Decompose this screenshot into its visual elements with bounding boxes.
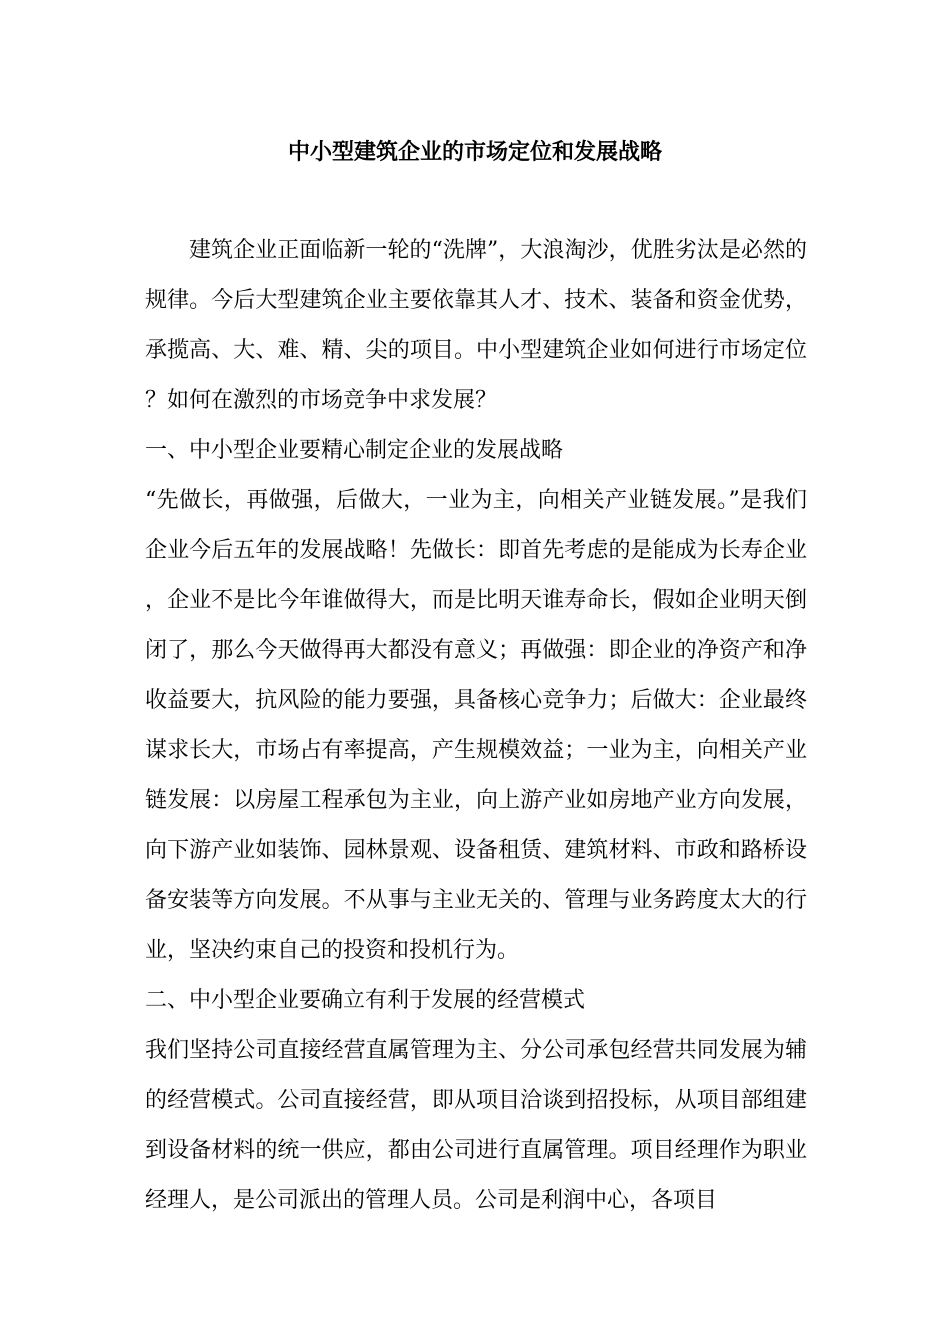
- document-body: [145, 226, 807, 1226]
- section-2-paragraph: 我们坚持公司直接经营直属管理为主、分公司承包经营共同发展为辅的经营模式。公司直接经营，即从项目洽谈到招投标，从项目部组建到设备材料的统一供应，都由公司进行直属管理。项目经理作为职业经理人，是公司派出的管理人员。公司是利润中心，各项目: [145, 1038, 807, 1213]
- section-1-paragraph: “先做长，再做强，后做大，一业为主，向相关产业链发展。”是我们企业今后五年的发展战略！先做长：即首先考虑的是能成为长寿企业，企业不是比今年谁做得大，而是比明天谁寿命长，假如企业明天倒闭了，那么今天做得再大都没有意义；再做强：即企业的净资产和净收益要大，抗风险的能力要强，具备核心竞争力；后做大：企业最终谋求长大，市场占有率提高，产生规模效益；一业为主，向相关产业链发展：以房屋工程承包为主业，向上游产业如房地产业方向发展，向下游产业如装饰、园林景观、设备租赁、建筑材料、市政和路桥设备安装等方向发展。不从事与主业无关的、管理与业务跨度太大的行业，坚决约束自己的投资和投机行为。: [145, 488, 807, 963]
- document-title: 中小型建筑企业的市场定位和发展战略: [287, 139, 662, 165]
- intro-paragraph: 建筑企业正面临新一轮的“洗牌”，大浪淘沙，优胜劣汰是必然的规律。今后大型建筑企业主要依靠其人才、技术、装备和资金优势，承揽高、大、难、精、尖的项目。中小型建筑企业如何进行市场定位？如何在激烈的市场竞争中求发展？: [145, 238, 807, 413]
- section-2-heading: 二、中小型企业要确立有利于发展的经营模式: [145, 988, 586, 1013]
- section-1-heading: 一、中小型企业要精心制定企业的发展战略: [145, 438, 564, 463]
